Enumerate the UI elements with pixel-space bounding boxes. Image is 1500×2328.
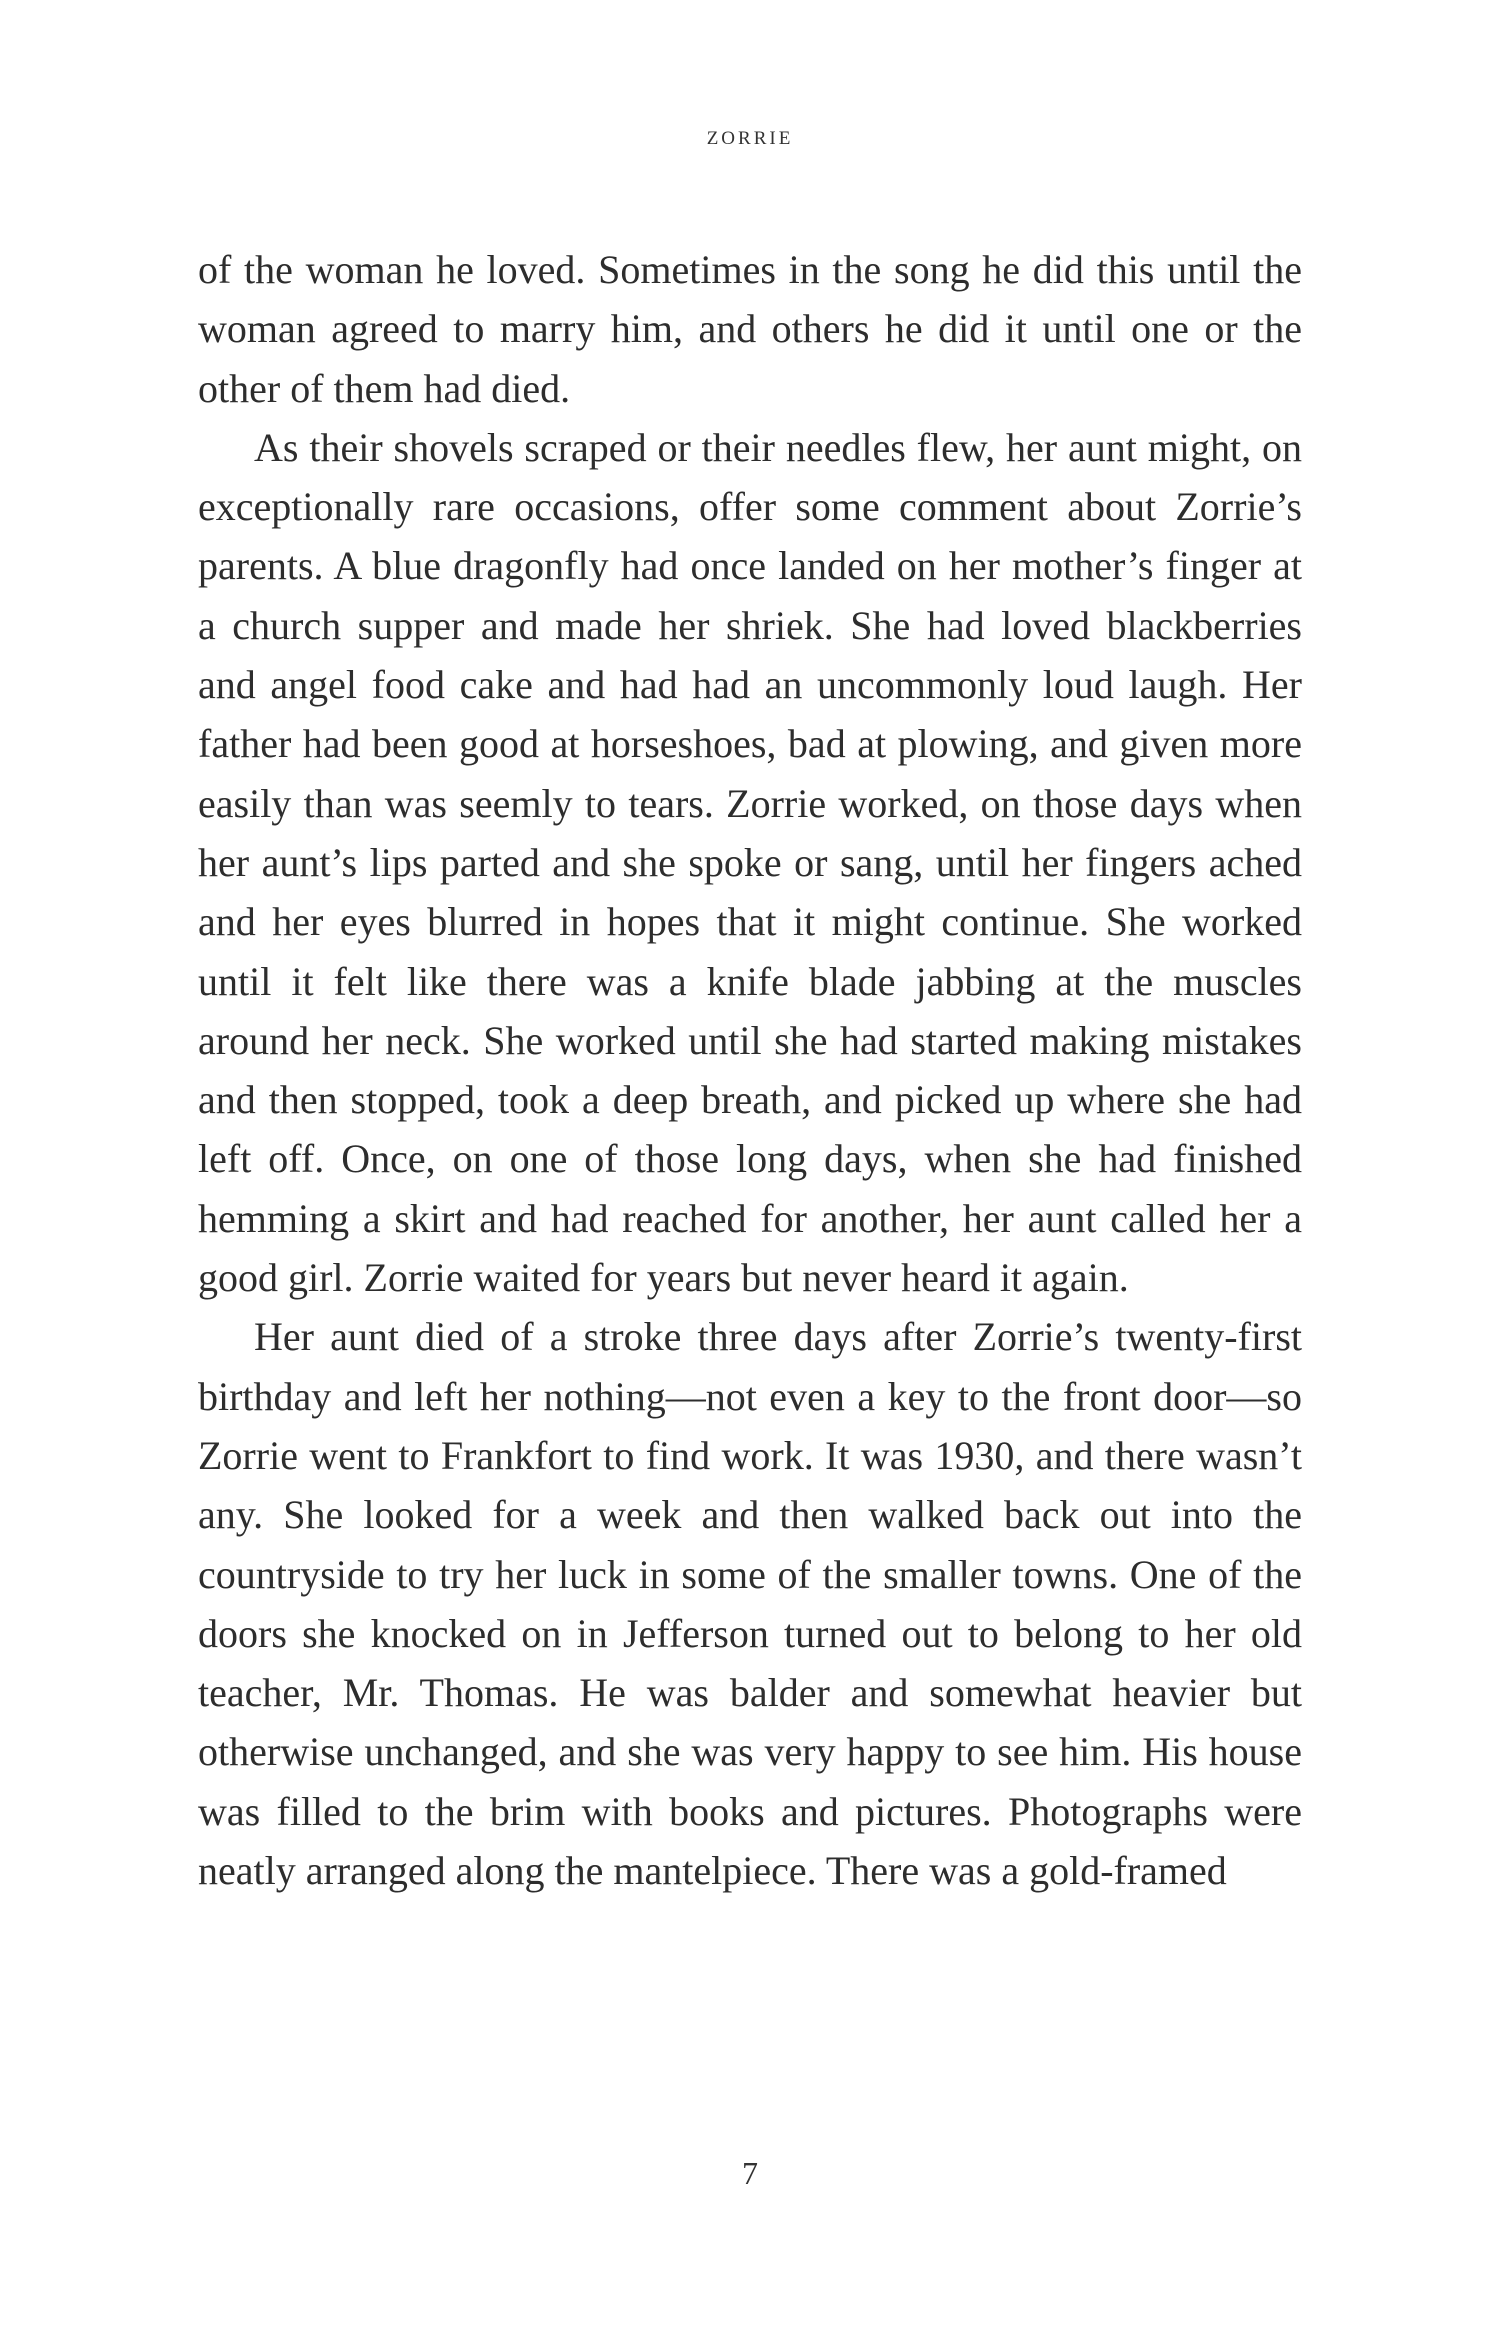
- body-text: [198, 240, 1302, 1900]
- paragraph: As their shovels scraped or their needles flew, her aunt might, on exceptionally rare occasions, offer some comment about Zorrie’s parents. A blue dragonfly had once landed on her mother’s finger at a church supper and made her shriek. She had loved blackberries and angel food cake and had had an uncommonly loud laugh. Her father had been good at horseshoes, bad at plowing, and given more easily than was seemly to tears. Zorrie worked, on those days when her aunt’s lips parted and she spoke or sang, until her fingers ached and her eyes blurred in hopes that it might continue. She worked until it felt like there was a knife blade jabbing at the muscles around her neck. She worked until she had started making mistakes and then stopped, took a deep breath, and picked up where she had left off. Once, on one of those long days, when she had finished hemming a skirt and had reached for another, her aunt called her a good girl. Zorrie waited for years but never heard it again.: [198, 424, 1302, 1301]
- paragraph-continuation: of the woman he loved. Sometimes in the song he did this until the woman agreed to marry him, and others he did it until one or the other of them had died.: [198, 247, 1302, 411]
- running-head: ZORRIE: [706, 128, 794, 149]
- paragraph: Her aunt died of a stroke three days after Zorrie’s twenty-first birthday and left her nothing—not even a key to the front door—so Zorrie went to Frankfort to find work. It was 1930, and there wasn’t any. She looked for a week and then walked back out into the countryside to try her luck in some of the smaller towns. One of the doors she knocked on in Jefferson turned out to belong to her old teacher, Mr. Thomas. He was balder and somewhat heavier but otherwise unchanged, and she was very happy to see him. His house was filled to the brim with books and pictures. Photographs were neatly arranged along the mantelpiece. There was a gold-framed: [198, 1314, 1302, 1894]
- page-number: 7: [742, 2155, 758, 2191]
